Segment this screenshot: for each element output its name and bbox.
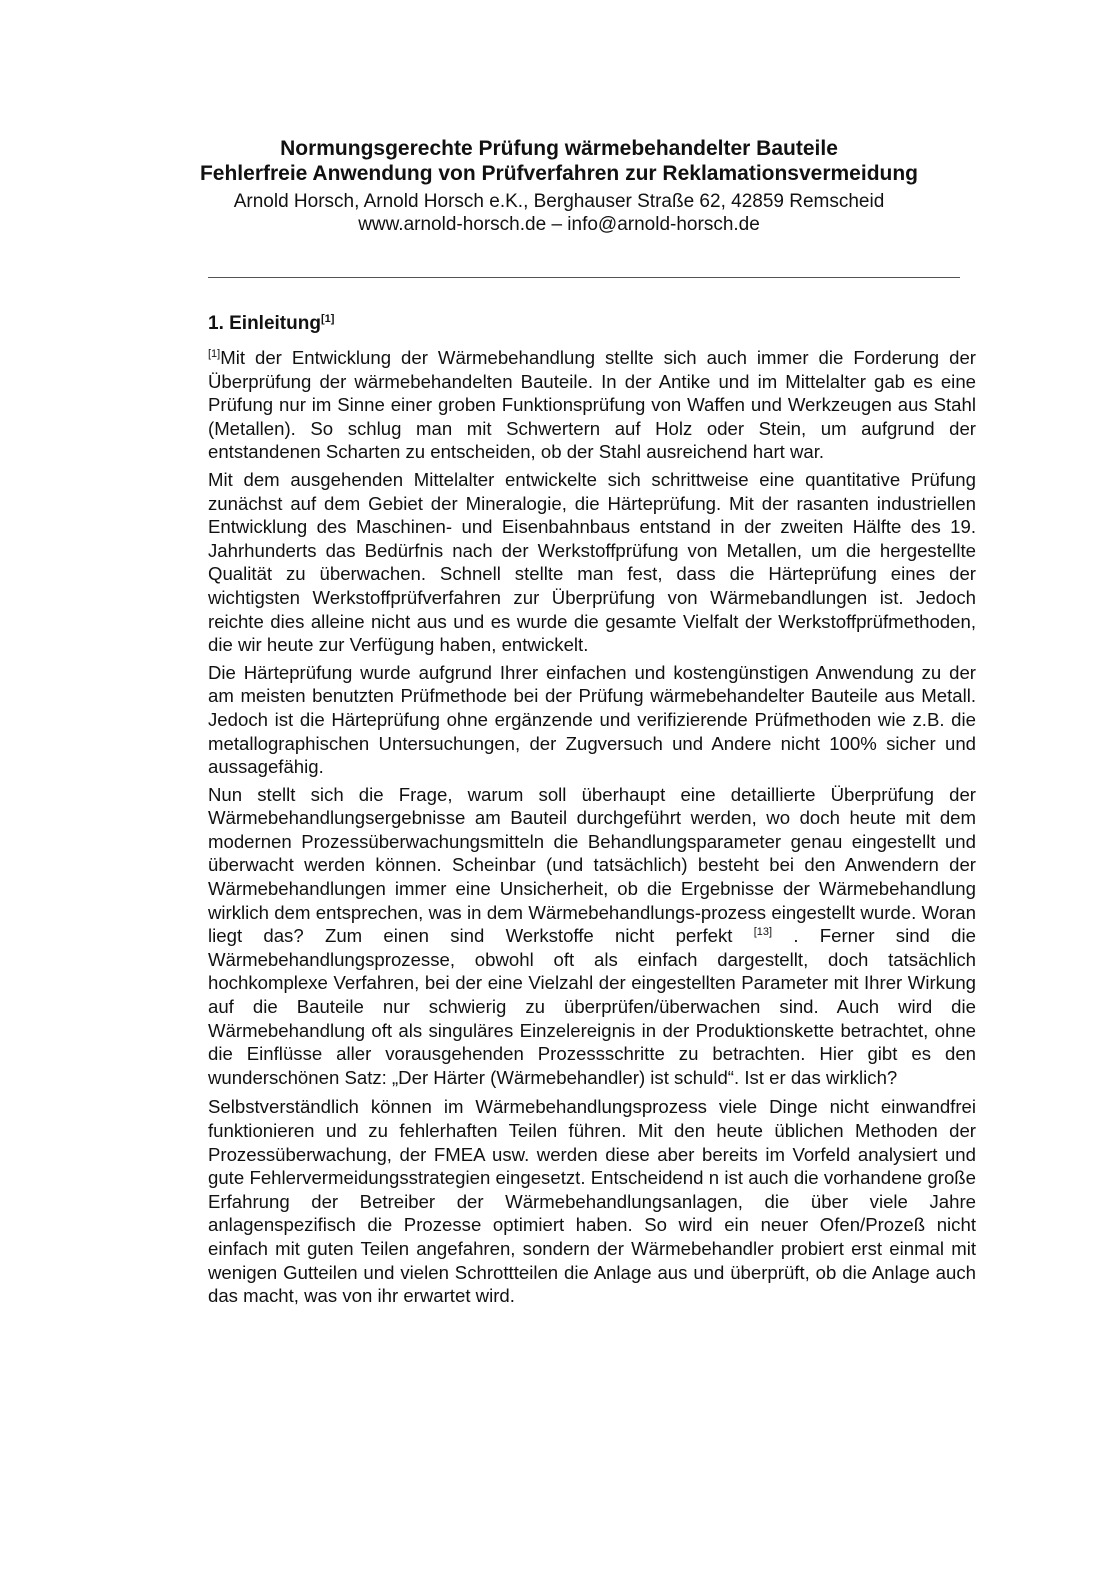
section-body [208, 346, 976, 1312]
author-line: Arnold Horsch, Arnold Horsch e.K., Berghauser Straße 62, 42859 Remscheid [233, 191, 885, 212]
paragraph-1-text: Mit der Entwicklung der Wärmebehandlung stellte sich auch immer die Forderung der Überprüfung der wärmebehandelten Bauteile. In der Antike und im Mittelalter gab es eine Prüfung nur im Sinne einer groben Funktionsprüfung von Waffen und Werkzeugen aus Stahl (Metallen). So schlug man mit Schwertern auf Holz oder Stein, um aufgrund der entstandenen Scharten zu entscheiden, ob der Stahl ausreichend hart war. [208, 347, 976, 463]
heading-reference: [1] [320, 313, 335, 325]
title-line-1: Normungsgerechte Prüfung wärmebehandelter Bauteile [280, 137, 838, 160]
section-heading [208, 312, 334, 335]
contact-line: www.arnold-horsch.de – info@arnold-horsch.de [358, 214, 760, 235]
paragraph-3: Die Härteprüfung wurde aufgrund Ihrer einfachen und kostengünstigen Anwendung zu der am meisten benutzten Prüfmethode bei der Prüfung wärmebehandelter Bauteile aus Metall. Jedoch ist die Härteprüfung ohne ergänzende und verifizierende Prüfmethoden wie z.B. die metallographischen Untersuchungen, der Zugversuch und Andere nicht 100% sicher und aussagefähig. [208, 661, 976, 778]
horizontal-divider [208, 277, 960, 278]
document-header [0, 136, 1118, 236]
section-heading-text: 1. Einleitung [208, 313, 321, 334]
paragraph-1 [208, 346, 976, 464]
paragraph-4-reference: [13] [753, 926, 773, 939]
paragraph-1-reference: [1] [208, 348, 221, 360]
paragraph-4-text-a: Nun stellt sich die Frage, warum soll überhaupt eine detaillierte Überprüfung der Wärmebehandlungsergebnisse am Bauteil durchgeführt werden, wo doch heute mit dem modernen Prozessüberwachungsmitteln die Behandlungsparameter genau eingestellt und überwacht werden können. Scheinbar (und tatsächlich) besteht bei den Anwendern der Wärmebehandlungen immer eine Unsicherheit, ob die Ergebnisse der Wärmebehandlung wirklich dem entsprechen, was in dem Wärmebehandlungs-prozess eingestellt wurde. Woran liegt das? Zum einen sind Werkstoffe nicht perfekt [208, 783, 976, 947]
paragraph-5: Selbstverständlich können im Wärmebehandlungsprozess viele Dinge nicht einwandfrei funktionieren und zu fehlerhaften Teilen führen. Mit den heute üblichen Methoden der Prozessüberwachung, der FMEA usw. werden diese aber bereits im Vorfeld analysiert und gute Fehlervermeidungsstrategien eingesetzt. Entscheidend n ist auch die vorhandene große Erfahrung der Betreiber der Wärmebehandlungsanlagen, die über viele Jahre anlagenspezifisch die Prozesse optimiert haben. So wird ein neuer Ofen/Prozeß nicht einfach mit guten Teilen angefahren, sondern der Wärmebehandler probiert erst einmal mit wenigen Gutteilen und vielen Schrottteilen die Anlage aus und überprüft, ob die Anlage auch das macht, was von ihr erwartet wird. [208, 1096, 976, 1307]
paragraph-4-text-b: . Ferner sind die Wärmebehandlungsprozesse, obwohl oft als einfach dargestellt, doch tatsächlich hochkomplexe Verfahren, bei der eine Vielzahl der eingestellten Parameter mit Ihrer Wirkung auf die Bauteile nur schwierig zu überprüfen/überwachen sind. Auch wird die Wärmebehandlung oft als singuläres Einzelereignis in der Produktionskette betrachtet, ohne die Einflüsse aller vorausgehenden Prozessschritte zu betrachten. Hier gibt es den wunderschönen Satz: „Der Härter (Wärmebehandler) ist schuld“. Ist er das wirklich? [208, 925, 976, 1088]
title-line-2: Fehlerfreie Anwendung von Prüfverfahren zur Reklamationsvermeidung [199, 162, 919, 185]
paragraph-2: Mit dem ausgehenden Mittelalter entwickelte sich schrittweise eine quantitative Prüfung zunächst auf dem Gebiet der Mineralogie, die Härteprüfung. Mit der rasanten industriellen Entwicklung des Maschinen- und Eisenbahnbaus entstand in der zweiten Hälfte des 19. Jahrhunderts das Bedürfnis nach der Werkstoffprüfung von Metallen, um die hergestellte Qualität zu überwachen. Schnell stellte man fest, dass die Härteprüfung eines der wichtigsten Werkstoffprüfverfahren zur Überprüfung von Wärmebandlungen ist. Jedoch reichte dies alleine nicht aus und es wurde die gesamte Vielfalt der Werkstoffprüfmethoden, die wir heute zur Verfügung haben, entwickelt. [208, 468, 976, 656]
paragraph-4 [208, 783, 976, 1090]
